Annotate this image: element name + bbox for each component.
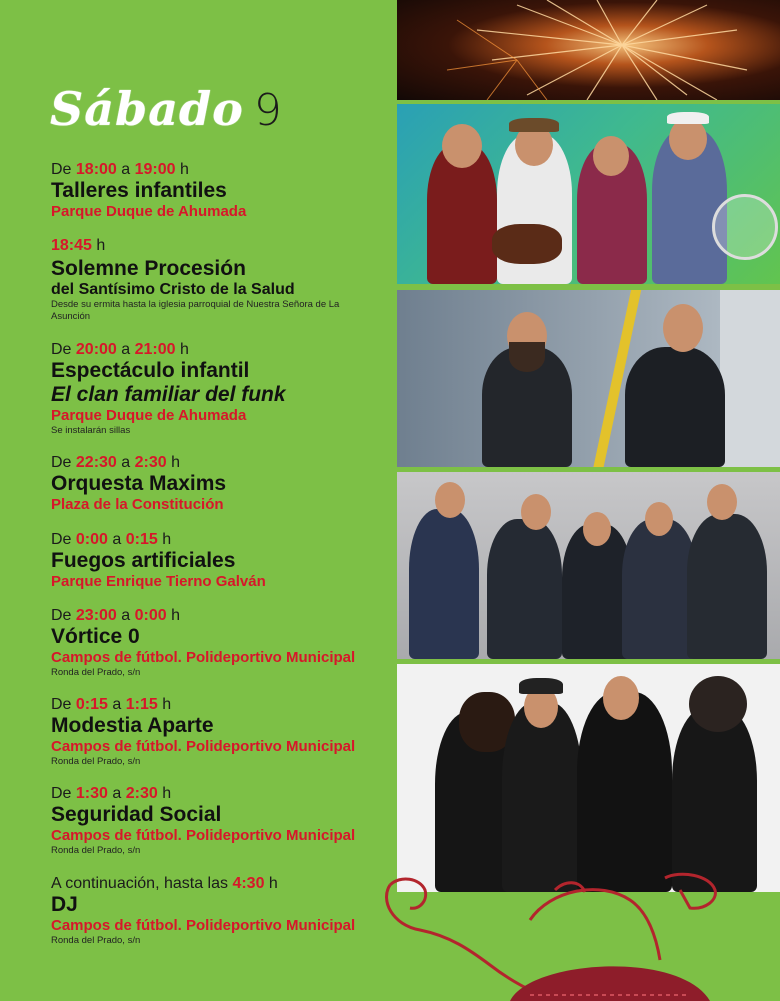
event-time: De 0:15 a 1:15 h — [51, 696, 172, 713]
event-place: Plaza de la Constitución — [51, 496, 224, 513]
guitar-icon — [492, 224, 562, 264]
event-subtitle: El clan familiar del funk — [51, 383, 286, 406]
event-time: De 20:00 a 21:00 h — [51, 341, 189, 358]
event-place: Campos de fútbol. Polideportivo Municipal — [51, 827, 356, 844]
event-espectaculo — [51, 340, 391, 437]
event-time: De 18:00 a 19:00 h — [51, 161, 189, 178]
event-place: Campos de fútbol. Polideportivo Municipal — [51, 649, 356, 666]
event-vortice — [51, 606, 391, 679]
event-procesion — [51, 236, 391, 323]
event-title: Orquesta Maxims — [51, 472, 227, 495]
event-title: Modestia Aparte — [51, 714, 214, 737]
event-title: Fuegos artificiales — [51, 549, 236, 572]
event-title: DJ — [51, 893, 78, 916]
fireworks-illustration — [397, 0, 780, 100]
event-time: De 22:30 a 2:30 h — [51, 454, 180, 471]
event-time: 18:45 h — [51, 237, 106, 254]
event-note: Ronda del Prado, s/n — [51, 845, 141, 856]
event-place: Campos de fútbol. Polideportivo Municipal — [51, 917, 356, 934]
event-subtitle: del Santísimo Cristo de la Salud — [51, 281, 295, 298]
event-time: De 1:30 a 2:30 h — [51, 785, 172, 802]
event-title: Solemne Procesión — [51, 257, 246, 280]
fireworks-photo — [397, 0, 780, 100]
event-place: Campos de fútbol. Polideportivo Municipal — [51, 738, 356, 755]
event-title: Espectáculo infantil — [51, 359, 250, 382]
event-orquesta — [51, 453, 391, 514]
day-header — [50, 82, 282, 142]
event-talleres — [51, 160, 391, 221]
event-time: De 0:00 a 0:15 h — [51, 531, 172, 548]
event-seguridad — [51, 784, 391, 857]
event-note: Se instalarán sillas — [51, 425, 131, 436]
curly-hair — [689, 676, 747, 732]
day-number: 9 — [253, 85, 282, 136]
event-title: Vórtice 0 — [51, 625, 140, 648]
event-place: Parque Duque de Ahumada — [51, 203, 247, 220]
event-place: Parque Enrique Tierno Galván — [51, 573, 266, 590]
drum-icon — [712, 194, 778, 260]
modestia-aparte-photo — [397, 472, 780, 659]
event-title: Seguridad Social — [51, 803, 222, 826]
event-note: Desde su ermita hasta la iglesia parroquial de Nuestra Señora de La Asunción — [51, 299, 340, 322]
event-note: Ronda del Prado, s/n — [51, 667, 141, 678]
event-place: Parque Duque de Ahumada — [51, 407, 247, 424]
beard — [509, 342, 545, 372]
event-note: Ronda del Prado, s/n — [51, 935, 141, 946]
event-title: Talleres infantiles — [51, 179, 227, 202]
event-time: De 23:00 a 0:00 h — [51, 607, 180, 624]
clan-familiar-photo — [397, 104, 780, 284]
event-dj — [51, 874, 391, 947]
event-time: A continuación, hasta las 4:30 h — [51, 875, 278, 892]
day-word: Sábado — [50, 82, 244, 136]
mascot-illustration — [380, 870, 780, 1001]
seguridad-social-photo — [397, 664, 780, 892]
event-fuegos — [51, 530, 391, 591]
duo-photo — [397, 290, 780, 467]
event-modestia — [51, 695, 391, 768]
event-note: Ronda del Prado, s/n — [51, 756, 141, 767]
